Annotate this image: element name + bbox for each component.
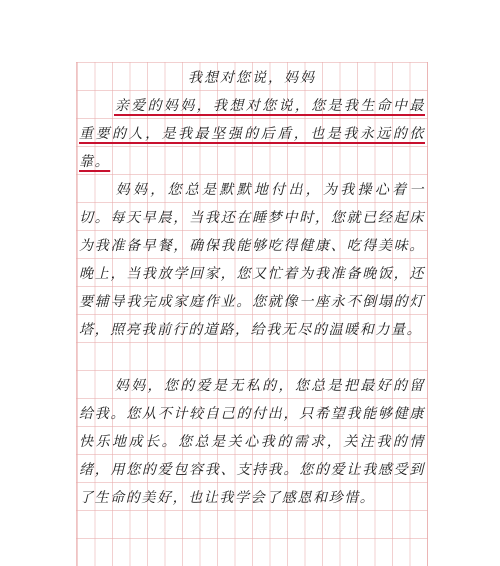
paragraph-3	[79, 372, 425, 512]
paragraph-text: 妈妈，您总是默默地付出，为我操心着一切。每天早晨，当我还在睡梦中时，您就已经起床为我准备早餐，确保我能够吃得健康、吃得美味。晚上，当我放学回家，您又忙着为我准备晚饭，还要辅导我完成家庭作业。您就像一座永不倒塌的灯塔，照亮我前行的道路，给我无尽的温暖和力量。	[79, 182, 425, 338]
paragraph-text: 妈妈，您的爱是无私的，您总是把最好的留给我。您从不计较自己的付出，只希望我能够健康快乐地成长。您总是关心我的需求，关注我的情绪，用您的爱包容我、支持我。您的爱让我感受到了生命的美好，也让我学会了感恩和珍惜。	[79, 378, 425, 506]
handwriting-grid-paper	[76, 62, 428, 566]
essay-title: 我想对您说，妈妈	[188, 70, 316, 86]
highlighted-sentence: 亲爱的妈妈，我想对您说，您是我生命中最重要的人，是我最坚强的后盾，也是我永远的依靠。	[79, 98, 425, 170]
paragraph-2	[79, 176, 425, 344]
paragraph-1	[79, 92, 425, 176]
